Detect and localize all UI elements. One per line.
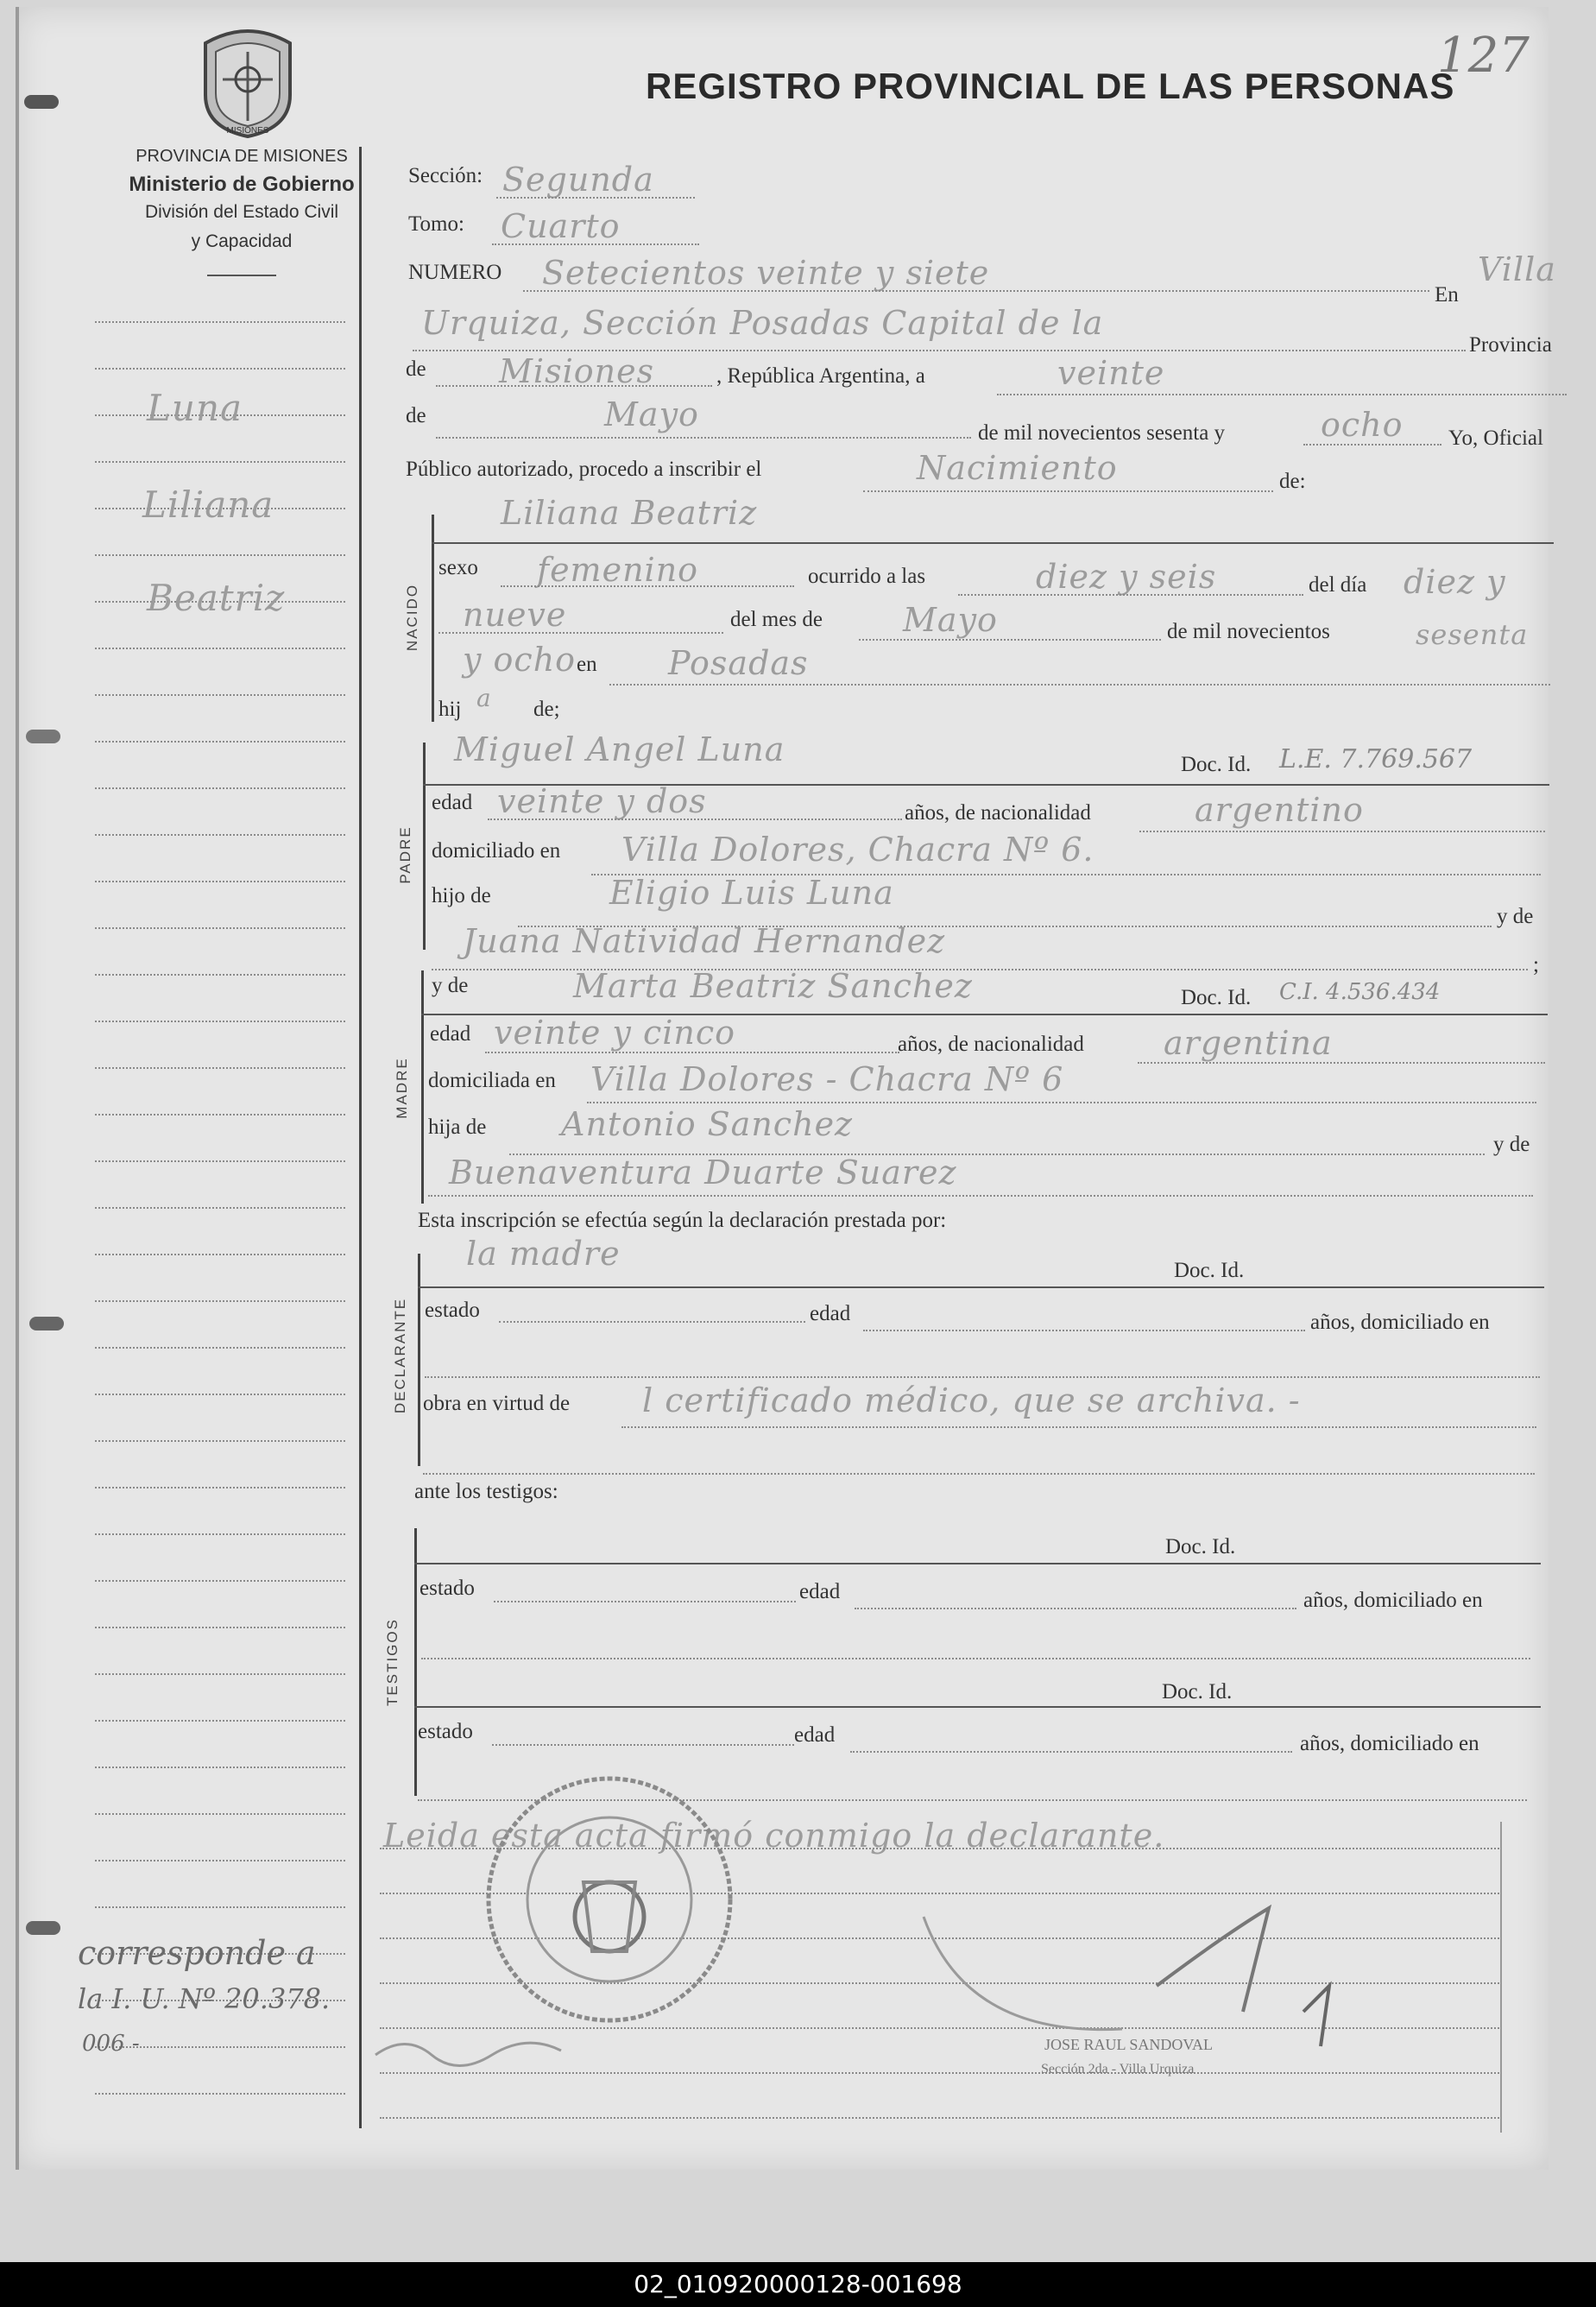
en-value: Villa: [1478, 250, 1556, 288]
de-label-1: de: [406, 357, 426, 381]
margin-ruled-line: [95, 741, 345, 743]
testigo1-edad-line: [855, 1608, 1296, 1609]
closing-ruled-line: [380, 2117, 1502, 2119]
dia-value: veinte: [1057, 354, 1165, 392]
publico-label: Público autorizado, procedo a inscribir el: [406, 458, 762, 481]
testigo1-rule: [414, 1563, 1541, 1564]
madre-nac-label: años, de nacionalidad: [898, 1033, 1084, 1056]
testigo1-edad-label: edad: [799, 1580, 841, 1603]
margin-ruled-line: [95, 1347, 345, 1349]
declarante-top-rule: [418, 1286, 1544, 1288]
obra-value: l certificado médico, que se archiva. -: [642, 1381, 1301, 1419]
margin-ruled-line: [95, 1254, 345, 1255]
madre-nac-line: [1138, 1062, 1545, 1064]
margin-ruled-line: [95, 1067, 345, 1069]
margin-ruled-line: [95, 1813, 345, 1815]
madre-nac-value: argentina: [1164, 1024, 1333, 1062]
page-number: 127: [1437, 28, 1530, 84]
en-label: En: [1435, 283, 1459, 307]
margin-ruled-line: [95, 1487, 345, 1488]
place-line: [413, 350, 1466, 351]
en-lower-label: en: [577, 653, 597, 676]
sexo-label: sexo: [438, 556, 478, 579]
padre-semicolon: ;: [1533, 953, 1539, 977]
testigo2-edad-line: [850, 1751, 1292, 1753]
nacido-top-rule: [432, 542, 1554, 544]
madre-doc-label: Doc. Id.: [1181, 986, 1252, 1009]
padre-bracket: [423, 743, 426, 950]
declarante-edad-label: edad: [810, 1302, 851, 1325]
anio-nac-value-2: y ocho: [463, 641, 577, 679]
madre-y-de-end-label: y de: [1493, 1133, 1530, 1156]
testigo1-estado-line: [494, 1601, 796, 1602]
testigo2-doc-label: Doc. Id.: [1162, 1680, 1233, 1703]
padre-nac-label: años, de nacionalidad: [905, 801, 1091, 825]
ante-label: ante los testigos:: [414, 1480, 558, 1503]
padre-nac-line: [1139, 831, 1545, 832]
binding-nail-mark: [26, 730, 60, 743]
madre-hija-de-label: hija de: [428, 1116, 487, 1139]
division-label: División del Estado Civil: [144, 202, 339, 222]
tomo-label: Tomo:: [408, 212, 464, 236]
hij-label: hij: [438, 698, 462, 721]
madre-madre-line: [428, 1195, 1533, 1197]
declarante-anios-label: años, domiciliado en: [1310, 1311, 1490, 1334]
margin-ruled-line: [95, 1394, 345, 1395]
oficial-stamp-name: JOSE RAUL SANDOVAL: [1044, 2036, 1214, 2053]
padre-dom-label: domiciliado en: [432, 839, 561, 863]
republica-label: , República Argentina, a: [716, 364, 925, 388]
testigo2-estado-label: estado: [418, 1720, 473, 1743]
seccion-label: Sección:: [408, 164, 483, 187]
section-label-madre: MADRE: [394, 1057, 410, 1119]
declarante-doc-label: Doc. Id.: [1174, 1259, 1245, 1282]
margin-ruled-line: [95, 554, 345, 556]
mes-line: [436, 437, 971, 439]
margin-ruled-line: [95, 1300, 345, 1302]
oficial-label: Yo, Oficial: [1448, 427, 1543, 450]
margin-ruled-line: [95, 881, 345, 882]
del-dia-label: del día: [1309, 573, 1367, 597]
mes-value: Mayo: [604, 395, 699, 433]
margin-ruled-line: [95, 1114, 345, 1116]
sexo-value: femenino: [537, 551, 699, 589]
madre-edad-label: edad: [430, 1022, 471, 1046]
testigo1-doc-label: Doc. Id.: [1165, 1535, 1236, 1558]
mes-nac-line: [859, 639, 1161, 641]
margin-vertical-rule: [359, 147, 362, 2128]
testigo2-anios-label: años, domiciliado en: [1300, 1732, 1479, 1755]
place-value: Urquiza, Sección Posadas Capital de la: [421, 304, 1104, 342]
testigo1-estado-label: estado: [420, 1577, 475, 1600]
provincia-label: Provincia: [1469, 333, 1552, 357]
margin-ruled-line: [95, 1580, 345, 1582]
seal-text: MISIONES: [226, 126, 269, 136]
de-semicolon-label: de;: [533, 698, 560, 721]
testigo2-rule: [414, 1706, 1541, 1708]
dia-nac-value: diez y: [1404, 563, 1506, 601]
margin-ruled-line: [95, 1720, 345, 1722]
provincia-value: Misiones: [499, 352, 655, 390]
testigo1-anios-label: años, domiciliado en: [1303, 1589, 1483, 1612]
padre-dom-value: Villa Dolores, Chacra Nº 6.: [621, 831, 1094, 869]
testigo2-edad-label: edad: [794, 1723, 836, 1747]
margin-ruled-line: [95, 787, 345, 789]
margin-signature-mark: [371, 2029, 570, 2072]
ministry-label: Ministerio de Gobierno: [129, 173, 355, 196]
hij-value: a: [476, 684, 492, 712]
section-label-declarante: DECLARANTE: [392, 1297, 408, 1414]
margin-ruled-line: [95, 1533, 345, 1535]
madre-nombre-value: Marta Beatriz Sanchez: [573, 967, 973, 1005]
margin-ruled-line: [95, 461, 345, 463]
division-label-2: y Capacidad: [191, 231, 293, 251]
declarante-value: la madre: [466, 1235, 621, 1273]
margin-ruled-line: [95, 1627, 345, 1628]
page-title: REGISTRO PROVINCIAL DE LAS PERSONAS: [646, 66, 1455, 106]
form-right-edge: [1500, 1822, 1502, 2133]
anio-nac-value: sesenta: [1416, 618, 1529, 651]
padre-edad-line: [488, 819, 902, 820]
margin-ruled-line: [95, 834, 345, 836]
lugar-value: Posadas: [668, 644, 809, 682]
margin-ruled-line: [95, 1021, 345, 1022]
testigos-bracket: [414, 1528, 417, 1796]
testigo2-estado-line: [492, 1744, 794, 1746]
madre-bracket: [421, 970, 424, 1204]
declarante-dom-line: [425, 1376, 1540, 1378]
margin-ruled-line: [95, 1160, 345, 1162]
de-colon-label: de:: [1279, 470, 1306, 493]
margin-ruled-line: [95, 1673, 345, 1675]
margin-ruled-line: [95, 694, 345, 696]
ocurrido-label: ocurrido a las: [808, 565, 926, 588]
binding-nail-mark: [26, 1921, 60, 1935]
obra-line: [621, 1426, 1536, 1428]
declarante-estado-label: estado: [425, 1299, 480, 1322]
margin-note-line3: 006 -: [82, 2031, 140, 2057]
padre-madre-value: Juana Natividad Hernandez: [463, 922, 946, 960]
margin-ruled-line: [95, 1860, 345, 1861]
seccion-value: Segunda: [502, 161, 654, 199]
closing-value: Leida esta acta firmó conmigo la declarante.: [383, 1817, 1165, 1855]
lugar-line: [609, 684, 1550, 686]
margin-ruled-line: [95, 2093, 345, 2095]
padre-nombre-value: Miguel Angel Luna: [454, 730, 785, 768]
declarante-estado-line: [499, 1321, 805, 1323]
margin-ruled-line: [95, 1440, 345, 1442]
margin-ruled-line: [95, 927, 345, 929]
padre-hijo-de-label: hijo de: [432, 884, 491, 907]
declaracion-label: Esta inscripción se efectúa según la declaración prestada por:: [418, 1209, 947, 1232]
tomo-line: [492, 243, 699, 245]
padre-doc-label: Doc. Id.: [1181, 753, 1252, 776]
binding-nail-mark: [24, 95, 59, 109]
de-mil-label: de mil novecientos: [1167, 620, 1330, 643]
numero-line: [523, 290, 1429, 292]
provincia-line: [436, 385, 712, 387]
madre-edad-line: [485, 1052, 899, 1053]
sesenta-label: de mil novecientos sesenta y: [978, 421, 1226, 445]
oficial-stamp-section: Sección 2da - Villa Urquiza: [1041, 2062, 1195, 2076]
margin-note-line2: la I. U. Nº 20.378.: [78, 1982, 331, 2015]
madre-hija-de-value: Antonio Sanchez: [561, 1105, 854, 1143]
dia-nac-value-2: nueve: [463, 596, 567, 634]
margin-ruled-line: [95, 1906, 345, 1908]
nacido-bracket: [432, 515, 434, 722]
de-label-2: de: [406, 404, 426, 427]
margin-ruled-line: [95, 648, 345, 649]
dia-nac-line: [438, 632, 723, 634]
madre-dom-label: domiciliada en: [428, 1069, 556, 1092]
tomo-value: Cuarto: [501, 207, 621, 245]
sexo-line: [501, 585, 794, 587]
madre-dom-line: [587, 1102, 1536, 1103]
padre-hijo-de-value: Eligio Luis Luna: [609, 874, 894, 912]
obra-label: obra en virtud de: [423, 1392, 571, 1415]
section-label-padre: PADRE: [397, 825, 413, 884]
anio-value: ocho: [1321, 406, 1404, 444]
dia-line: [997, 394, 1567, 395]
acto-value: Nacimiento: [917, 449, 1118, 487]
margin-middle-name: Beatriz: [147, 577, 286, 619]
padre-nac-value: argentino: [1195, 791, 1364, 829]
hora-value: diez y seis: [1036, 558, 1217, 596]
madre-edad-value: veinte y cinco: [494, 1014, 736, 1052]
section-label-nacido: NACIDO: [404, 583, 420, 652]
official-round-stamp: [480, 1770, 739, 2029]
anio-line: [1303, 444, 1441, 446]
padre-doc-value: L.E. 7.769.567: [1279, 744, 1473, 774]
section-label-testigos: TESTIGOS: [384, 1618, 401, 1706]
binding-nail-mark: [29, 1317, 64, 1330]
closing-ruled-line: [380, 2072, 1502, 2074]
seccion-line: [496, 197, 695, 199]
obra-line-2: [423, 1473, 1535, 1475]
nombre-value: Liliana Beatriz: [501, 494, 758, 532]
margin-ruled-line: [95, 368, 345, 370]
province-label: PROVINCIA DE MISIONES: [136, 147, 348, 166]
padre-edad-value: veinte y dos: [497, 782, 707, 820]
padre-edad-label: edad: [432, 791, 473, 814]
image-caption-bar: [0, 2262, 1596, 2307]
coat-of-arms-seal: [197, 26, 299, 138]
hora-line: [958, 594, 1303, 596]
margin-first-name: Liliana: [142, 484, 274, 526]
padre-y-de-label: y de: [1497, 905, 1534, 928]
testigo1-dom-line: [421, 1658, 1530, 1659]
margin-surname: Luna: [147, 387, 243, 429]
del-mes-label: del mes de: [730, 608, 823, 631]
numero-label: NUMERO: [408, 261, 502, 284]
declarante-edad-line: [863, 1330, 1305, 1331]
margin-ruled-line: [95, 1767, 345, 1768]
binding-edge: [16, 7, 19, 2170]
margin-note-line1: corresponde a: [78, 1934, 316, 1972]
madre-doc-value: C.I. 4.536.434: [1279, 979, 1441, 1005]
image-caption: 02_010920000128-001698: [634, 2270, 962, 2298]
declarante-bracket: [418, 1254, 420, 1466]
margin-ruled-line: [95, 974, 345, 976]
madre-madre-value: Buenaventura Duarte Suarez: [449, 1154, 957, 1191]
margin-ruled-line: [95, 321, 345, 323]
header-underline: [207, 275, 276, 276]
mes-nac-value: Mayo: [903, 601, 998, 639]
madre-dom-value: Villa Dolores - Chacra Nº 6: [590, 1060, 1064, 1098]
margin-ruled-line: [95, 1207, 345, 1209]
numero-value: Setecientos veinte y siete: [542, 254, 990, 292]
madre-y-de-label: y de: [432, 974, 469, 997]
acto-line: [863, 490, 1273, 492]
oficial-signature: [898, 1882, 1372, 2055]
